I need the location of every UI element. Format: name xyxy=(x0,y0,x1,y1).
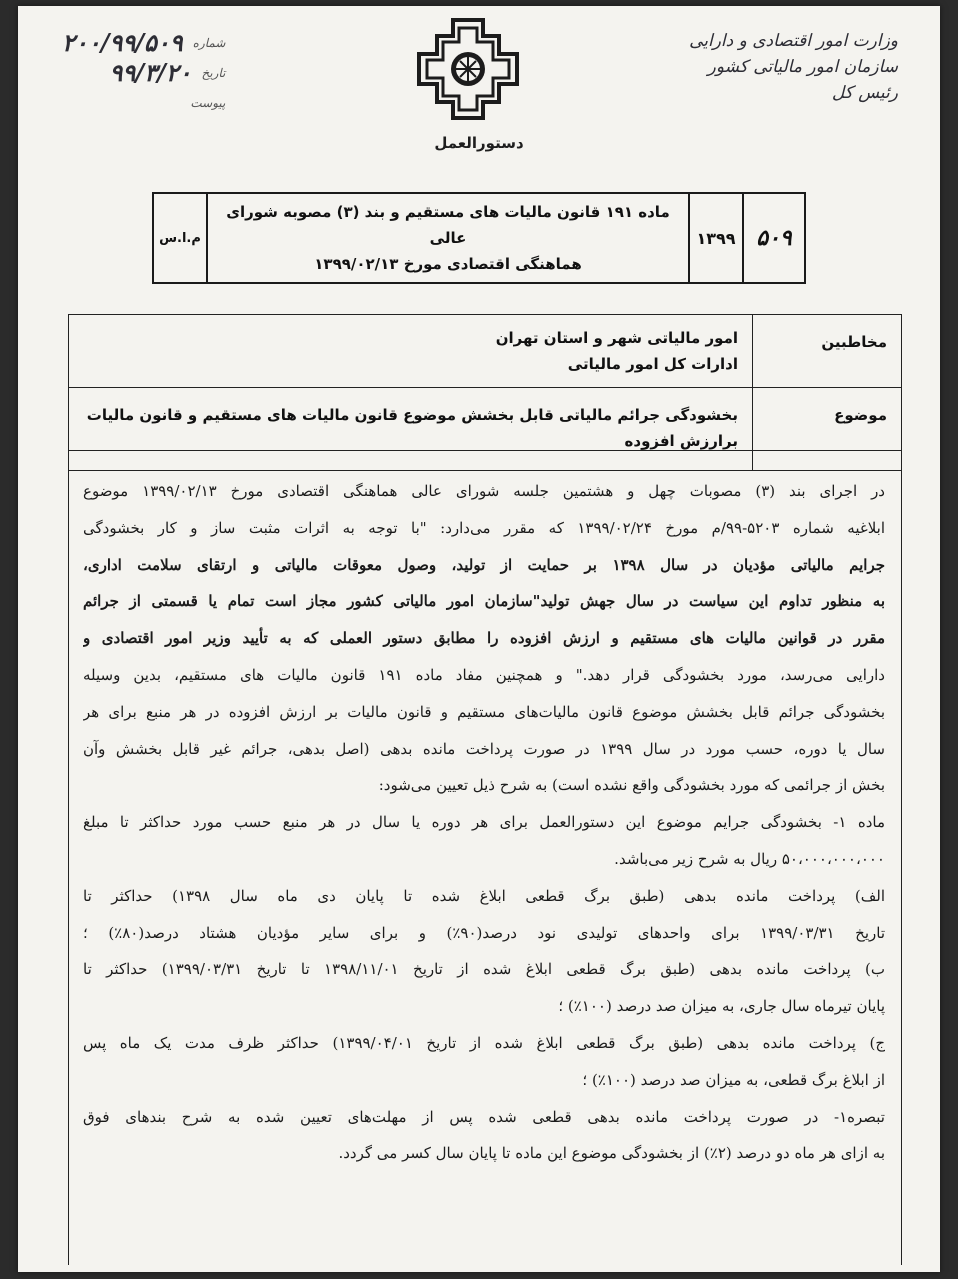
ministry-line: وزارت امور اقتصادی و دارایی xyxy=(689,31,898,51)
date-label: تاریخ xyxy=(201,66,226,80)
attachment-label: پیوست xyxy=(190,96,226,110)
directive-number: ۵۰۹ xyxy=(742,194,804,282)
note-1-cont: به ازای هر ماه دو درصد (۲٪) از بخشودگی موضوع این ماده تا پایان سال کسر می گردد. xyxy=(338,1144,885,1163)
body-line: جرایم مالیاتی مؤدیان در سال ۱۳۹۸ بر حمایت از تولید، وصول معوقات مالیاتی و ارتقای سلامت اداری، xyxy=(83,555,885,574)
document-page xyxy=(18,6,940,1272)
article-1-amount: ۵۰،۰۰۰،۰۰۰،۰۰۰ ریال به شرح زیر می‌باشد. xyxy=(614,849,885,868)
addressee: ادارات کل امور مالیاتی xyxy=(567,355,738,373)
body-line: بخش از جرائمی که مورد بخشودگی واقع نشده است) به شرح ذیل تعیین می‌شود: xyxy=(378,776,885,795)
directive-body xyxy=(68,450,902,1265)
letter-meta xyxy=(62,28,225,118)
directive-subject-line: ماده ۱۹۱ قانون مالیات های مستقیم و بند (۳) مصوبه شورای عالی xyxy=(226,203,670,247)
number-row xyxy=(62,28,225,58)
directive-code: م.ا.س xyxy=(159,230,201,246)
clause-be-cont: پایان تیرماه سال جاری، به میزان صد درصد (۱۰۰٪) ؛ xyxy=(558,997,885,1016)
number-label: شماره xyxy=(192,36,226,50)
body-line: بخشودگی جرائم قابل بخشش موضوع قانون مالیات‌های مستقیم و قانون مالیات بر ارزش افزوده در هر منبع برای هر xyxy=(83,702,885,721)
directive-year: ۱۳۹۹ xyxy=(688,194,742,282)
number-value: ۲۰۰/۹۹/۵۰۹ xyxy=(62,28,183,57)
address-table xyxy=(68,314,902,471)
body-line: در اجرای بند (۳) مصوبات چهل و هشتمین جلسه شورای عالی هماهنگی اقتصادی مورخ ۱۳۹۹/۰۲/۱۳ موضوع xyxy=(83,482,885,500)
note-1: تبصره۱- در صورت پرداخت مانده بدهی قطعی شده پس از مهلت‌های تعیین شده به شرح بندهای فوق xyxy=(83,1107,885,1126)
body-line: به منظور تداوم این سیاست در سال جهش تولید"سازمان امور مالیاتی کشور مجاز است تمام یا قسمتی از جرائم xyxy=(83,592,885,611)
clause-jim: ج) پرداخت مانده بدهی (طبق برگ قطعی ابلاغ شده از تاریخ ۱۳۹۹/۰۴/۰۱) حداکثر ظرف مدت یک ماه پس xyxy=(83,1033,885,1052)
directive-header-box xyxy=(152,192,806,284)
addressees-row xyxy=(69,315,901,388)
date-value: ۹۹/۳/۲۰ xyxy=(109,58,192,87)
subject-value: بخشودگی جرائم مالیاتی قابل بخشش موضوع قانون مالیات های مستقیم و قانون مالیات برارزش افزوده xyxy=(86,406,738,450)
subject-label: موضوع xyxy=(752,388,901,470)
clause-alef-cont: تاریخ ۱۳۹۹/۰۳/۳۱ برای واحدهای تولیدی نود درصد(۹۰٪) و برای سایر مؤدیان هشتاد درصد(۸۰٪) ؛ xyxy=(83,923,885,942)
clause-jim-cont: از ابلاغ برگ قطعی، به میزان صد درصد (۱۰۰٪) ؛ xyxy=(582,1070,885,1089)
body-line: مقرر در قوانین مالیات های مستقیم و ارزش افزوده را مطابق دستور العملی که به تأیید وزیر امور اقتصادی و xyxy=(83,629,885,648)
article-1-line: ماده ۱- بخشودگی جرایم موضوع این دستورالعمل برای هر دوره یا سال در هر منبع حسب مورد حداکثر تا مبلغ xyxy=(83,813,885,832)
clause-alef: الف) پرداخت مانده بدهی (طبق برگ قطعی ابلاغ شده تا پایان دی ماه سال ۱۳۹۸) حداکثر تا xyxy=(83,886,885,905)
date-row xyxy=(62,58,225,88)
clause-be: ب) پرداخت مانده بدهی (طبق برگ قطعی ابلاغ شده از تاریخ ۱۳۹۸/۱۱/۰۱ تا تاریخ ۱۳۹۹/۰۳/۳۱) حداکثر تا xyxy=(83,960,885,979)
attachment-row xyxy=(62,88,225,118)
directive-subject xyxy=(206,194,688,282)
body-line: سال یا دوره، حسب مورد در سال ۱۳۹۹ در صورت پرداخت مانده بدهی (اصل بدهی، جرائم غیر قابل بخشش وآن xyxy=(83,739,885,758)
body-line: ابلاغیه شماره ۵۲۰۳-۹۹/م مورخ ۱۳۹۹/۰۲/۲۴ که مقرر می‌دارد: "با توجه به اثرات مثبت ساز و کار بخشودگی xyxy=(83,518,885,537)
addressees-value xyxy=(69,315,752,387)
body-line: دارایی می‌رسد، مورد بخشودگی قرار دهد." و همچنین مفاد ماده ۱۹۱ قانون مالیات های مستقیم، بدین وسیله xyxy=(83,665,885,684)
addressee: امور مالیاتی شهر و استان تهران xyxy=(495,329,738,347)
document-type-title: دستورالعمل xyxy=(434,134,524,152)
tax-organization-logo-icon xyxy=(413,14,523,124)
signatory-line: رئیس کل xyxy=(831,83,898,103)
addressees-label: مخاطبین xyxy=(752,315,901,387)
organization-line: سازمان امور مالیاتی کشور xyxy=(707,57,898,77)
directive-subject-line: هماهنگی اقتصادی مورخ ۱۳۹۹/۰۲/۱۳ xyxy=(314,255,582,273)
ministry-letterhead xyxy=(689,28,898,106)
